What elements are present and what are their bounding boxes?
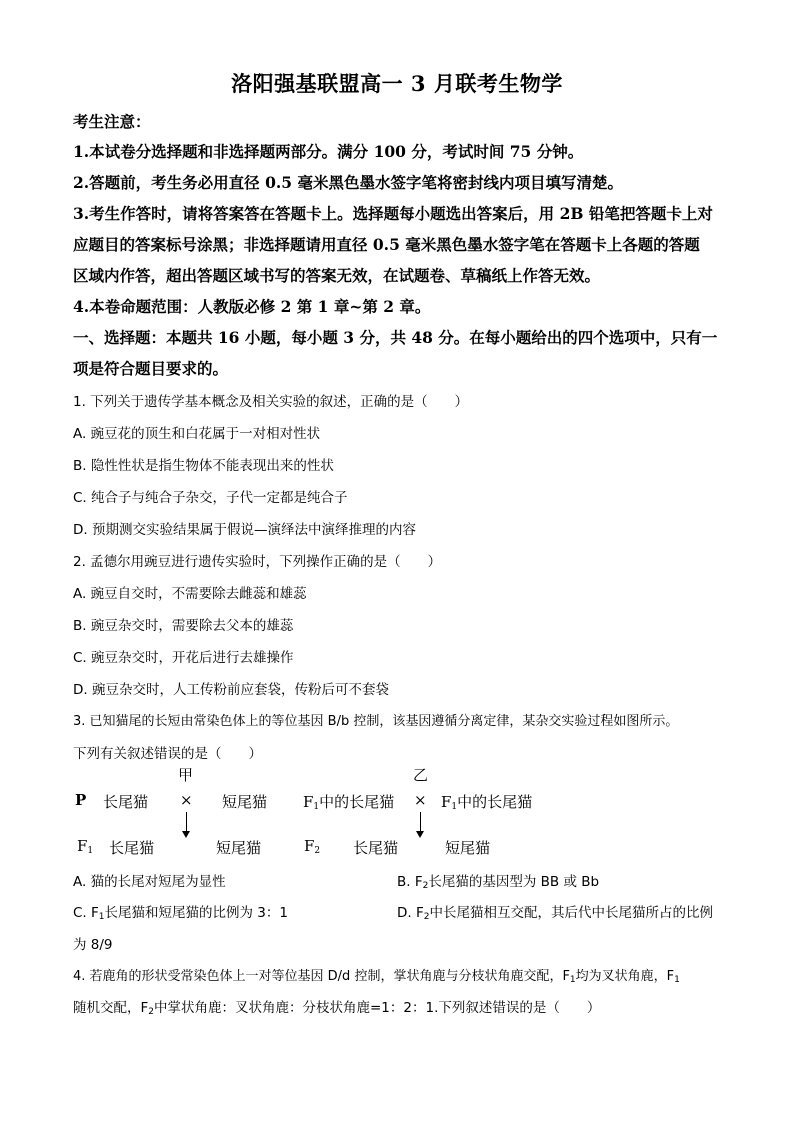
- cross-arrow-1: [186, 812, 187, 832]
- question-2-option-c: C. 豌豆杂交时，开花后进行去雄操作: [73, 650, 294, 666]
- question-2-option-d: D. 豌豆杂交时，人工传粉前应套袋，传粉后可不套袋: [73, 682, 389, 698]
- parent-long-tail-cat: 长尾猫: [103, 793, 149, 811]
- f1-long-tail-cat: 长尾猫: [109, 839, 155, 857]
- notice-item-3-line-1: 3.考生作答时，请将答案答在答题卡上。选择题每小题选出答案后，用 2B 铅笔把答题卡上对: [73, 204, 713, 223]
- f2-short-tail-cat: 短尾猫: [445, 839, 491, 857]
- section-heading-line-2: 项是符合题目要求的。: [73, 359, 229, 378]
- question-4-stem-line-1: 4. 若鹿角的形状受常染色体上一对等位基因 D/d 控制，掌状角鹿与分枝状角鹿交配，$F_1$均为叉状角鹿，$F_1$: [73, 969, 680, 985]
- question-3-option-a: A. 猫的长尾对短尾为显性: [73, 874, 226, 890]
- question-4-stem-line-2: 随机交配，$F_2$中掌状角鹿：叉状角鹿：分枝状角鹿=1：2：1.下列叙述错误的是（ ）: [73, 1000, 601, 1017]
- cross-label-jia: 甲: [178, 766, 194, 784]
- generation-f1-label: $F_1$: [77, 837, 94, 856]
- generation-f2-label: $F_2$: [304, 837, 321, 856]
- notice-item-1: 1.本试卷分选择题和非选择题两部分。满分 100 分，考试时间 75 分钟。: [73, 142, 584, 161]
- notice-item-4: 4.本卷命题范围：人教版必修 2 第 1 章~第 2 章。: [73, 297, 431, 316]
- question-3-option-c: C. $F_1$长尾猫和短尾猫的比例为 3：1: [73, 905, 288, 922]
- f1-long-tail-parent-a: $F_1$中的长尾猫: [303, 793, 395, 812]
- question-3-stem-line-2: 下列有关叙述错误的是（ ）: [73, 746, 262, 762]
- question-1-option-a: A. 豌豆花的顶生和白花属于一对相对性状: [73, 426, 321, 442]
- question-2-option-b: B. 豌豆杂交时，需要除去父本的雄蕊: [73, 618, 294, 634]
- question-3-stem-line-1: 3. 已知猫尾的长短由常染色体上的等位基因 B/b 控制，该基因遵循分离定律，某杂交实验过程如图所示。: [73, 714, 679, 729]
- f1-short-tail-cat: 短尾猫: [216, 839, 262, 857]
- question-2-stem: 2. 孟德尔用豌豆进行遗传实验时，下列操作正确的是（ ）: [73, 554, 442, 570]
- question-1-option-c: C. 纯合子与纯合子杂交，子代一定都是纯合子: [73, 490, 348, 506]
- question-3-option-d: D. $F_2$中长尾猫相互交配，其后代中长尾猫所占的比例: [397, 905, 713, 922]
- question-3-option-b: B. $F_2$长尾猫的基因型为 BB 或 Bb: [397, 874, 600, 891]
- question-1-option-d: D. 预期测交实验结果属于假说—演绎法中演绎推理的内容: [73, 522, 416, 538]
- generation-p-label: P: [75, 791, 87, 809]
- question-1-stem: 1. 下列关于遗传学基本概念及相关实验的叙述，正确的是（ ）: [73, 394, 469, 410]
- f2-long-tail-cat: 长尾猫: [353, 839, 399, 857]
- parent-short-tail-cat: 短尾猫: [222, 793, 268, 811]
- question-1-option-b: B. 隐性性状是指生物体不能表现出来的性状: [73, 458, 334, 474]
- notice-heading: 考生注意：: [73, 112, 151, 131]
- notice-item-3-line-2: 应题目的答案标号涂黑；非选择题请用直径 0.5 毫米黑色墨水签字笔在答题卡上各题的答题: [73, 235, 700, 254]
- notice-item-2: 2.答题前，考生务必用直径 0.5 毫米黑色墨水签字笔将密封线内项目填写清楚。: [73, 173, 623, 192]
- question-2-option-a: A. 豌豆自交时，不需要除去雌蕊和雄蕊: [73, 586, 307, 602]
- question-3-option-d-line-2: 为 8/9: [73, 937, 113, 953]
- cross-symbol-2: ×: [414, 791, 427, 809]
- f1-long-tail-parent-b: $F_1$中的长尾猫: [441, 793, 533, 812]
- page-title: 洛阳强基联盟高一 3 月联考生物学: [231, 71, 563, 96]
- section-heading-line-1: 一、选择题：本题共 16 小题，每小题 3 分，共 48 分。在每小题给出的四个选项中，只有一: [73, 328, 718, 347]
- cross-symbol-1: ×: [180, 791, 193, 809]
- cross-label-yi: 乙: [413, 766, 429, 784]
- cross-arrow-2: [420, 812, 421, 832]
- notice-item-3-line-3: 区域内作答，超出答题区域书写的答案无效，在试题卷、草稿纸上作答无效。: [73, 266, 601, 285]
